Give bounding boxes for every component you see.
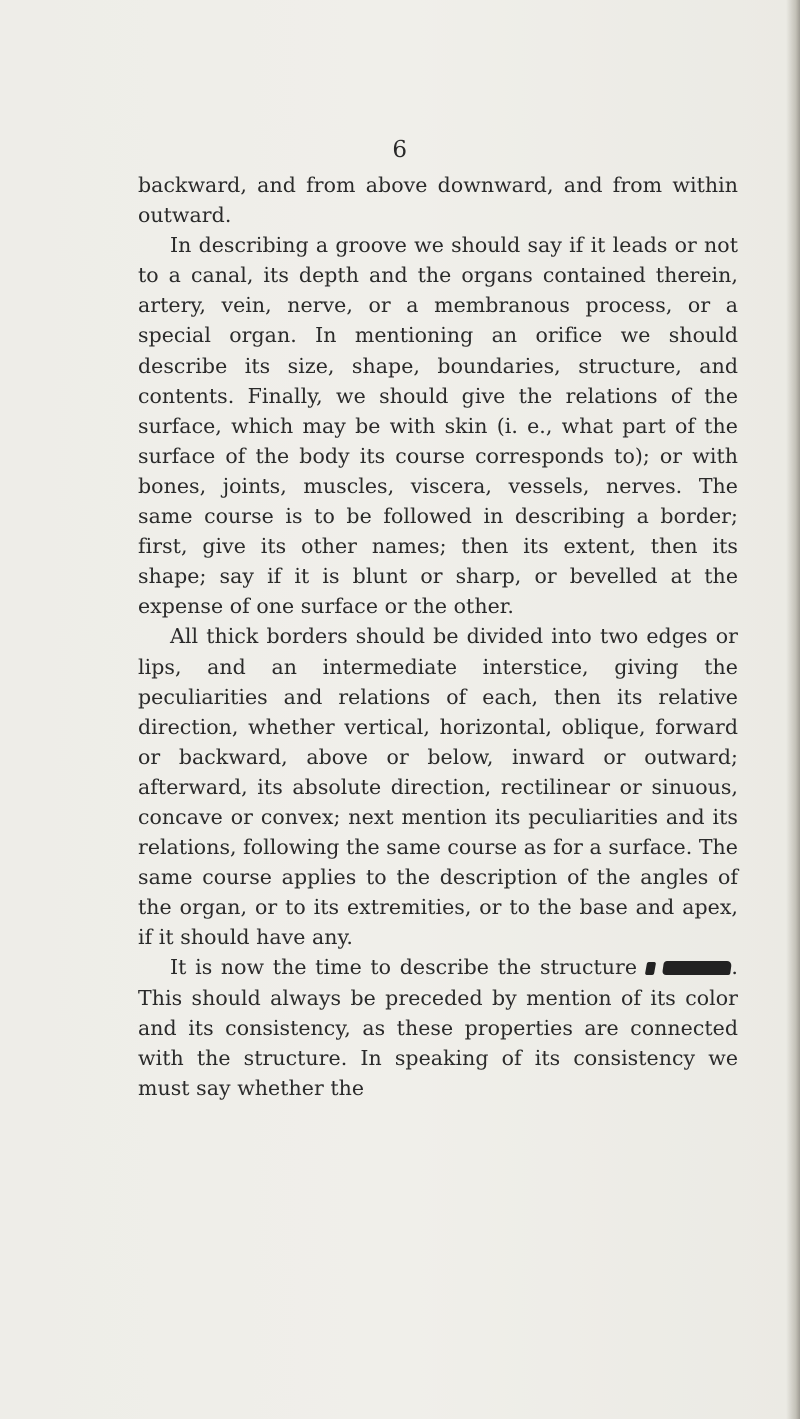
paragraph-4 [138,952,738,1102]
paragraph-3: All thick borders should be divided into two edges or lips, and an intermediate interstice, giving the peculiarities and relations of each, then its relative direction, whether vertical, horizontal, oblique, forward or backward, above or below, inward or outward; afterward, its absolute direction, rectilinear or sinuous, concave or convex; next mention its peculiarities and its relations, following the same course as for a surface. The same course applies to the description of the angles of the organ, or to its extremities, or to the base and apex, if it should have any. [138,624,738,950]
body-text [138,170,738,1103]
ink-blot-obscured-word [662,961,732,975]
page-edge-shadow [786,0,800,1419]
paragraph-2: In describing a groove we should say if it leads or not to a canal, its depth and the organs contained therein, artery, vein, nerve, or a membranous process, or a special organ. In mentioning an orifice we should describe its size, shape, boundaries, structure, and contents. Finally, we should give the relations of the surface, which may be with skin (i. e., what part of the surface of the body its course corresponds to); or with bones, joints, muscles, viscera, vessels, nerves. The same course is to be followed in describing a border; first, give its other names; then its extent, then its shape; say if it is blunt or sharp, or bevelled at the expense of one surface or the other. [138,233,738,619]
paragraph-4-end: . This should always be preceded by mention of its color and its consistency, as these properties are connected with the structure. In speaking of its consistency we must say whether the [138,955,738,1100]
paragraph-4-start: It is now the time to describe the structure [170,955,638,980]
ink-blot-small [645,962,656,975]
page-number: 6 [392,137,408,163]
paragraph-1: backward, and from above downward, and from within outward. [138,173,738,228]
